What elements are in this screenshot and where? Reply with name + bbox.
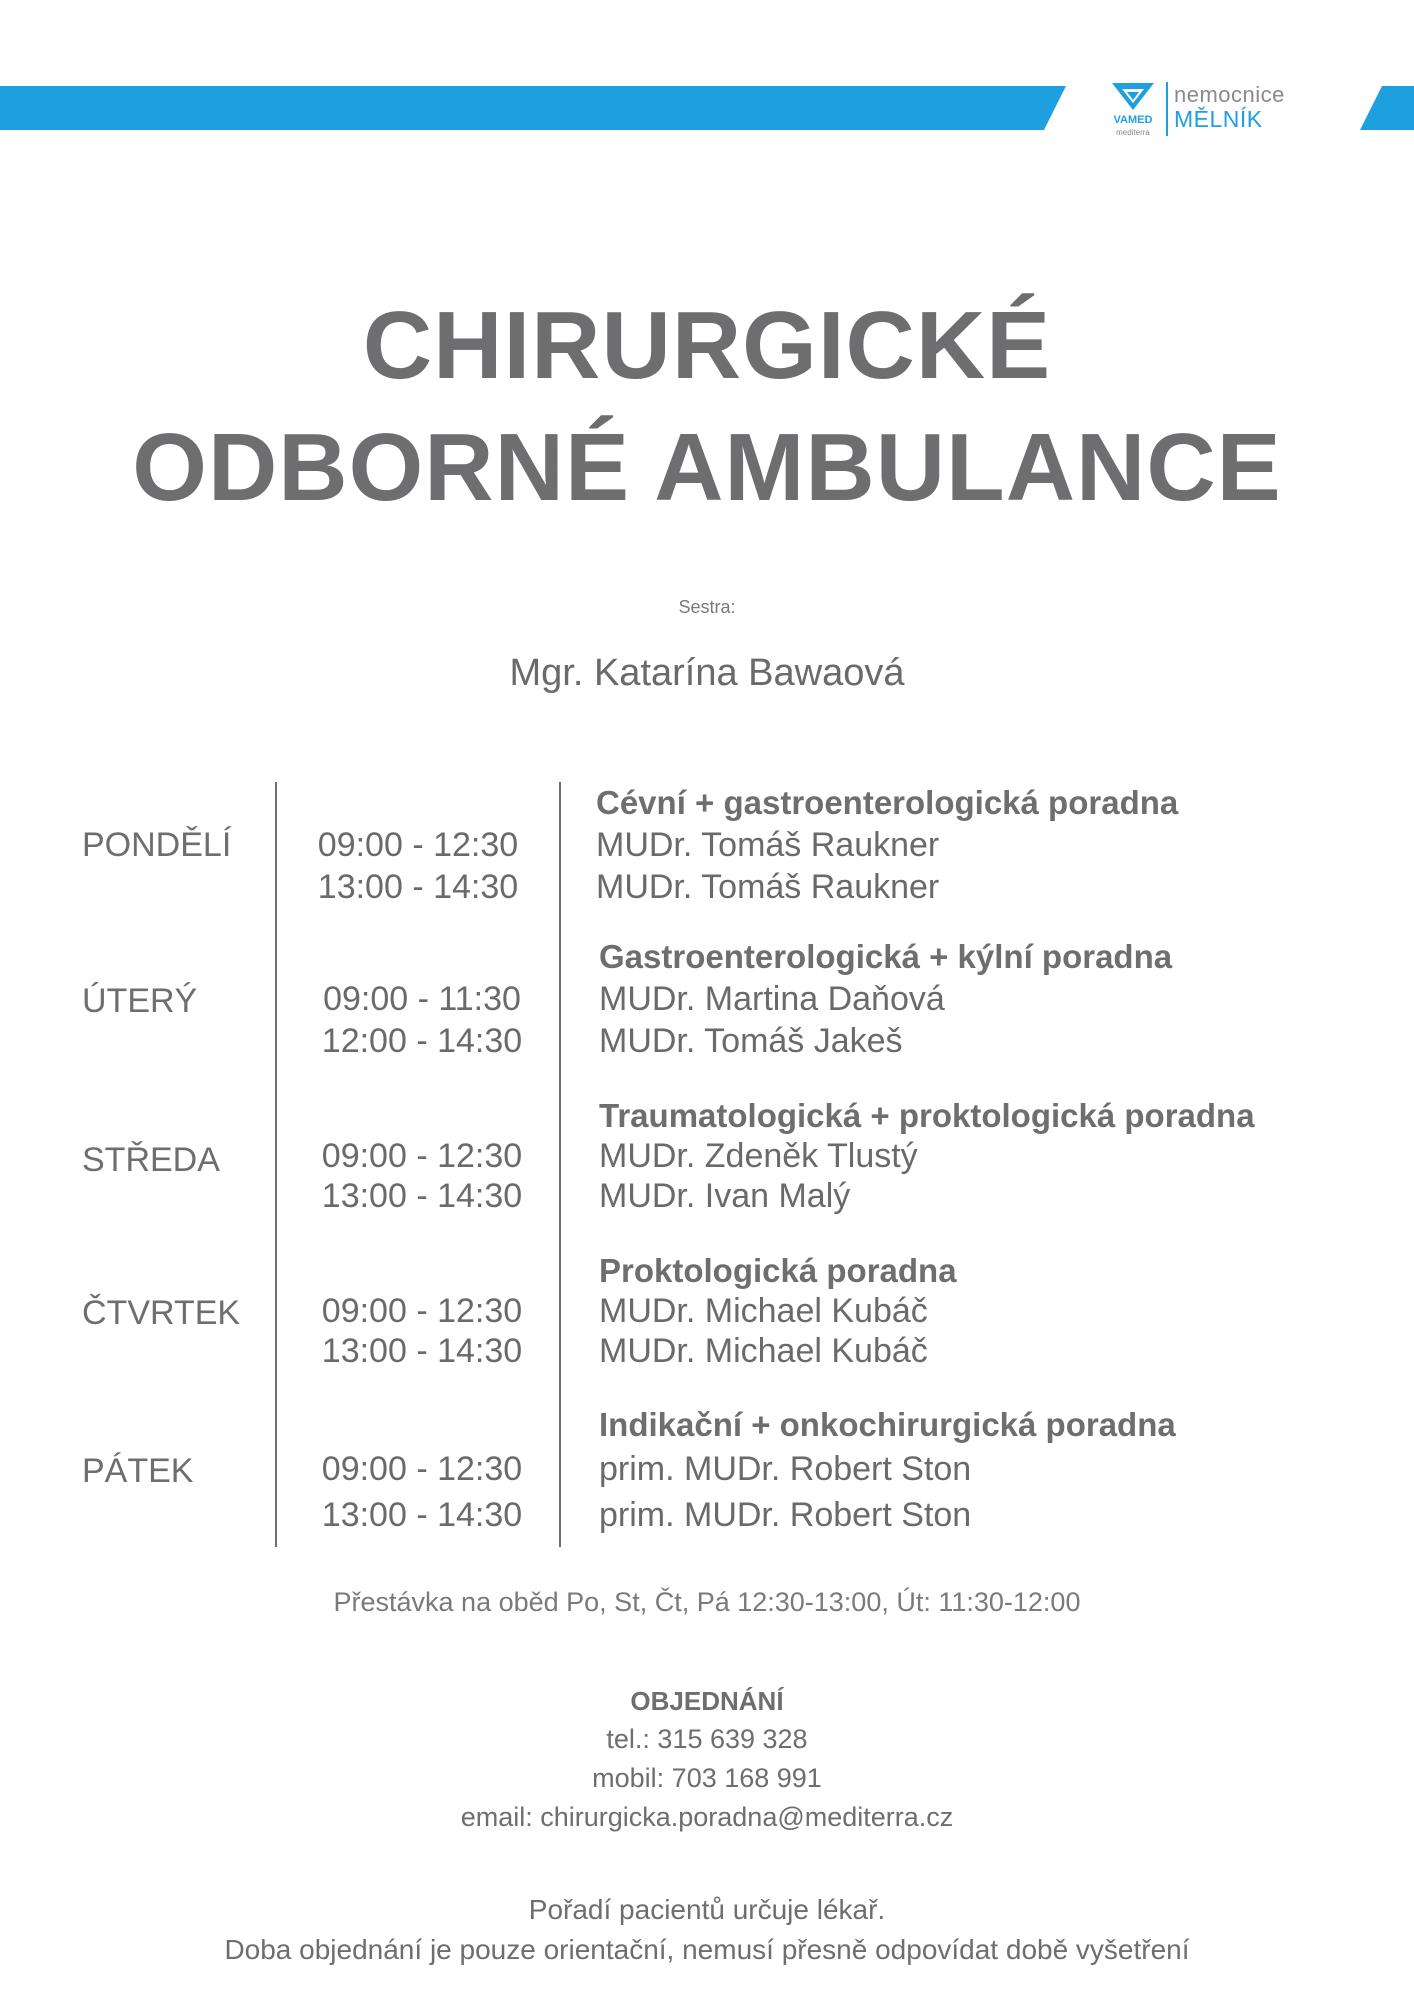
doctor-name: MUDr. Tomáš Raukner [596,826,940,864]
vamed-logo-icon [1108,80,1158,140]
title-line-2: ODBORNÉ AMBULANCE [132,414,1282,521]
nurse-name: Mgr. Katarína Bawaová [509,652,905,694]
time-slot: 09:00 - 12:30 [321,1450,523,1488]
day-name: ČTVRTEK [82,1294,241,1332]
schedule-row-tuesday [0,936,1414,1086]
nurse-label: Sestra: [678,597,736,617]
contact-mobile: mobil: 703 168 991 [592,1763,822,1793]
doctor-name: MUDr. Martina Daňová [599,980,945,1018]
time-slot: 12:00 - 14:30 [321,1022,523,1060]
vamed-logo-text: VAMED [1113,114,1153,126]
contact-phone: tel.: 315 639 328 [606,1724,808,1754]
doctor-name: prim. MUDr. Robert Ston [599,1450,972,1488]
top-blue-band [0,86,1066,130]
title-line-1: CHIRURGICKÉ [362,292,1052,399]
time-slot: 09:00 - 12:30 [317,826,519,864]
doctor-name: MUDr. Tomáš Jakeš [599,1022,903,1060]
doctor-name: MUDr. Zdeněk Tlustý [599,1137,918,1175]
logo-melnik: MĚLNÍK [1174,106,1263,132]
clinic-name: Gastroenterologická + kýlní poradna [599,938,1173,975]
time-slot: 09:00 - 12:30 [321,1137,523,1175]
doctor-name: MUDr. Ivan Malý [599,1177,851,1215]
footer-line-2: Doba objednání je pouze orientační, nemusí přesně odpovídat době vyšetření [224,1934,1190,1965]
day-name: PONDĚLÍ [82,826,232,864]
schedule-row-monday [0,782,1414,932]
mediterra-logo-text: mediterra [1116,128,1150,137]
time-slot: 09:00 - 12:30 [321,1292,523,1330]
contact-block [0,1682,1414,1837]
contact-title: OBJEDNÁNÍ [630,1686,784,1716]
doctor-name: prim. MUDr. Robert Ston [599,1496,972,1534]
doctor-name: MUDr. Michael Kubáč [599,1332,928,1370]
contact-email: email: chirurgicka.poradna@mediterra.cz [460,1802,954,1832]
time-slot: 13:00 - 14:30 [321,1332,523,1370]
footer-line-1: Pořadí pacientů určuje lékař. [528,1894,886,1925]
schedule-row-thursday [0,1250,1414,1400]
day-name: STŘEDA [82,1141,220,1179]
clinic-name: Proktologická poradna [599,1252,957,1289]
top-blue-band-right [1360,86,1414,130]
clinic-name: Traumatologická + proktologická poradna [599,1097,1255,1134]
hospital-logo [1108,80,1338,140]
schedule-row-friday [0,1404,1414,1554]
time-slot: 13:00 - 14:30 [321,1496,523,1534]
lunch-break-note: Přestávka na oběd Po, St, Čt, Pá 12:30-13:00, Út: 11:30-12:00 [333,1587,1081,1617]
logo-nemocnice: nemocnice [1174,82,1285,107]
logo-divider [1166,82,1168,136]
doctor-name: MUDr. Tomáš Raukner [596,868,940,906]
page-title [0,285,1414,529]
clinic-name: Cévní + gastroenterologická poradna [596,784,1179,821]
day-name: PÁTEK [82,1452,194,1490]
clinic-name: Indikační + onkochirurgická poradna [599,1406,1176,1443]
doctor-name: MUDr. Michael Kubáč [599,1292,928,1330]
time-slot: 13:00 - 14:30 [317,868,519,906]
schedule-row-wednesday [0,1097,1414,1247]
time-slot: 13:00 - 14:30 [321,1177,523,1215]
time-slot: 09:00 - 11:30 [323,980,521,1018]
footer-note [0,1890,1414,1970]
day-name: ÚTERÝ [82,982,198,1020]
